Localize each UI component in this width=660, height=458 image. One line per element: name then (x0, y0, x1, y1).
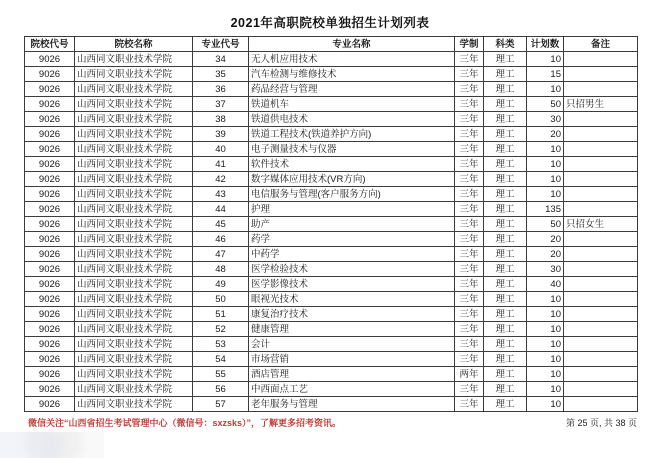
cell-plan-count: 30 (527, 262, 564, 277)
cell-college-code: 9026 (25, 382, 75, 397)
cell-category: 理工 (484, 277, 527, 292)
table-row (25, 112, 638, 127)
cell-category: 理工 (484, 322, 527, 337)
cell-college-code: 9026 (25, 187, 75, 202)
cell-category: 理工 (484, 232, 527, 247)
cell-major-code: 38 (193, 112, 249, 127)
cell-duration: 三年 (455, 232, 484, 247)
cell-duration: 三年 (455, 322, 484, 337)
cell-college-code: 9026 (25, 247, 75, 262)
cell-plan-count: 20 (527, 247, 564, 262)
enrollment-plan-table (24, 36, 638, 412)
cell-remarks (564, 382, 638, 397)
cell-duration: 三年 (455, 397, 484, 412)
cell-duration: 三年 (455, 172, 484, 187)
cell-major-code: 45 (193, 217, 249, 232)
cell-major-code: 54 (193, 352, 249, 367)
cell-plan-count: 50 (527, 217, 564, 232)
table-row (25, 262, 638, 277)
table-row (25, 247, 638, 262)
page-number-indicator: 第 25 页, 共 38 页 (565, 418, 637, 428)
table-row (25, 142, 638, 157)
cell-college-code: 9026 (25, 97, 75, 112)
table-row (25, 97, 638, 112)
cell-duration: 三年 (455, 307, 484, 322)
cell-major-name: 助产 (249, 217, 455, 232)
cell-major-name: 铁道机车 (249, 97, 455, 112)
cell-duration: 三年 (455, 52, 484, 67)
cell-college-code: 9026 (25, 157, 75, 172)
cell-major-code: 56 (193, 382, 249, 397)
cell-category: 理工 (484, 67, 527, 82)
cell-major-code: 34 (193, 52, 249, 67)
cell-college-code: 9026 (25, 82, 75, 97)
cell-college-code: 9026 (25, 232, 75, 247)
cell-major-code: 35 (193, 67, 249, 82)
table-row (25, 172, 638, 187)
cell-college-name: 山西同文职业技术学院 (75, 97, 193, 112)
cell-plan-count: 10 (527, 307, 564, 322)
cell-college-code: 9026 (25, 202, 75, 217)
cell-college-name: 山西同文职业技术学院 (75, 52, 193, 67)
cell-major-code: 50 (193, 292, 249, 307)
column-header-plan-count: 计划数 (527, 37, 564, 52)
cell-college-code: 9026 (25, 67, 75, 82)
cell-category: 理工 (484, 172, 527, 187)
cell-college-name: 山西同文职业技术学院 (75, 277, 193, 292)
cell-college-code: 9026 (25, 397, 75, 412)
cell-major-name: 无人机应用技术 (249, 52, 455, 67)
cell-plan-count: 20 (527, 232, 564, 247)
cell-duration: 三年 (455, 217, 484, 232)
cell-college-code: 9026 (25, 112, 75, 127)
table-row (25, 52, 638, 67)
cell-category: 理工 (484, 112, 527, 127)
cell-plan-count: 10 (527, 382, 564, 397)
cell-duration: 三年 (455, 262, 484, 277)
cell-category: 理工 (484, 247, 527, 262)
cell-plan-count: 40 (527, 277, 564, 292)
cell-duration: 三年 (455, 202, 484, 217)
cell-duration: 三年 (455, 292, 484, 307)
cell-college-name: 山西同文职业技术学院 (75, 187, 193, 202)
cell-duration: 三年 (455, 247, 484, 262)
cell-major-name: 酒店管理 (249, 367, 455, 382)
cell-college-code: 9026 (25, 367, 75, 382)
cell-plan-count: 30 (527, 112, 564, 127)
table-row (25, 157, 638, 172)
cell-college-name: 山西同文职业技术学院 (75, 247, 193, 262)
cell-remarks (564, 352, 638, 367)
cell-duration: 三年 (455, 187, 484, 202)
cell-college-name: 山西同文职业技术学院 (75, 352, 193, 367)
cell-remarks (564, 337, 638, 352)
cell-major-name: 汽车检测与维修技术 (249, 67, 455, 82)
table-row (25, 397, 638, 412)
cell-plan-count: 10 (527, 157, 564, 172)
cell-plan-count: 50 (527, 97, 564, 112)
cell-college-name: 山西同文职业技术学院 (75, 322, 193, 337)
cell-category: 理工 (484, 397, 527, 412)
cell-remarks (564, 142, 638, 157)
cell-major-code: 39 (193, 127, 249, 142)
cell-major-name: 中药学 (249, 247, 455, 262)
column-header-duration: 学制 (455, 37, 484, 52)
cell-college-code: 9026 (25, 337, 75, 352)
cell-college-name: 山西同文职业技术学院 (75, 382, 193, 397)
cell-plan-count: 10 (527, 52, 564, 67)
table-row (25, 67, 638, 82)
cell-major-name: 数字媒体应用技术(VR方向) (249, 172, 455, 187)
cell-duration: 三年 (455, 127, 484, 142)
cell-remarks (564, 52, 638, 67)
cell-college-code: 9026 (25, 307, 75, 322)
cell-major-code: 55 (193, 367, 249, 382)
cell-duration: 三年 (455, 157, 484, 172)
cell-major-code: 52 (193, 322, 249, 337)
cell-duration: 两年 (455, 367, 484, 382)
cell-major-code: 53 (193, 337, 249, 352)
cell-category: 理工 (484, 262, 527, 277)
cell-remarks (564, 172, 638, 187)
cell-major-code: 40 (193, 142, 249, 157)
cell-duration: 三年 (455, 97, 484, 112)
column-header-category: 科类 (484, 37, 527, 52)
cell-duration: 三年 (455, 337, 484, 352)
table-row (25, 307, 638, 322)
cell-major-code: 57 (193, 397, 249, 412)
cell-remarks (564, 322, 638, 337)
cell-category: 理工 (484, 97, 527, 112)
cell-major-name: 护理 (249, 202, 455, 217)
cell-category: 理工 (484, 382, 527, 397)
cell-college-code: 9026 (25, 322, 75, 337)
table-row (25, 217, 638, 232)
cell-college-code: 9026 (25, 277, 75, 292)
cell-remarks (564, 157, 638, 172)
cell-duration: 三年 (455, 82, 484, 97)
table-row (25, 322, 638, 337)
cell-college-name: 山西同文职业技术学院 (75, 397, 193, 412)
cell-college-name: 山西同文职业技术学院 (75, 337, 193, 352)
cell-major-name: 铁道供电技术 (249, 112, 455, 127)
cell-duration: 三年 (455, 382, 484, 397)
column-header-college-name: 院校名称 (75, 37, 193, 52)
cell-college-name: 山西同文职业技术学院 (75, 202, 193, 217)
cell-remarks (564, 187, 638, 202)
cell-category: 理工 (484, 217, 527, 232)
table-row (25, 337, 638, 352)
cell-major-name: 眼视光技术 (249, 292, 455, 307)
cell-remarks (564, 307, 638, 322)
column-header-major-code: 专业代号 (193, 37, 249, 52)
cell-major-code: 49 (193, 277, 249, 292)
column-header-major-name: 专业名称 (249, 37, 455, 52)
cell-plan-count: 15 (527, 67, 564, 82)
column-header-remarks: 备注 (564, 37, 638, 52)
table-row (25, 127, 638, 142)
cell-college-code: 9026 (25, 127, 75, 142)
cell-college-code: 9026 (25, 262, 75, 277)
cell-college-name: 山西同文职业技术学院 (75, 127, 193, 142)
cell-category: 理工 (484, 127, 527, 142)
cell-plan-count: 10 (527, 172, 564, 187)
cell-plan-count: 135 (527, 202, 564, 217)
cell-major-name: 铁道工程技术(铁道养护方向) (249, 127, 455, 142)
cell-major-name: 中西面点工艺 (249, 382, 455, 397)
cell-college-code: 9026 (25, 142, 75, 157)
footer-notice: 微信关注“山西省招生考试管理中心（微信号：sxzsks）”，了解更多招考资讯。 (28, 418, 342, 428)
table-row (25, 382, 638, 397)
cell-college-code: 9026 (25, 217, 75, 232)
table-row (25, 352, 638, 367)
page-title: 2021年高职院校单独招生计划列表 (230, 16, 430, 30)
cell-major-code: 44 (193, 202, 249, 217)
cell-college-name: 山西同文职业技术学院 (75, 67, 193, 82)
cell-college-name: 山西同文职业技术学院 (75, 157, 193, 172)
cell-duration: 三年 (455, 277, 484, 292)
cell-major-name: 电信服务与管理(客户服务方向) (249, 187, 455, 202)
cell-remarks (564, 292, 638, 307)
cell-major-name: 健康管理 (249, 322, 455, 337)
cell-plan-count: 10 (527, 337, 564, 352)
cell-college-code: 9026 (25, 172, 75, 187)
cell-duration: 三年 (455, 112, 484, 127)
cell-remarks (564, 247, 638, 262)
cell-college-name: 山西同文职业技术学院 (75, 112, 193, 127)
cell-category: 理工 (484, 142, 527, 157)
cell-duration: 三年 (455, 352, 484, 367)
cell-category: 理工 (484, 307, 527, 322)
cell-plan-count: 10 (527, 292, 564, 307)
table-row (25, 367, 638, 382)
cell-college-name: 山西同文职业技术学院 (75, 262, 193, 277)
table-row (25, 202, 638, 217)
cell-major-code: 43 (193, 187, 249, 202)
cell-remarks (564, 202, 638, 217)
cell-major-code: 42 (193, 172, 249, 187)
table-row (25, 82, 638, 97)
cell-major-code: 47 (193, 247, 249, 262)
cell-category: 理工 (484, 292, 527, 307)
cell-college-name: 山西同文职业技术学院 (75, 307, 193, 322)
cell-plan-count: 10 (527, 82, 564, 97)
cell-remarks (564, 127, 638, 142)
cell-plan-count: 10 (527, 352, 564, 367)
cell-college-name: 山西同文职业技术学院 (75, 172, 193, 187)
cell-major-name: 医学影像技术 (249, 277, 455, 292)
cell-remarks (564, 277, 638, 292)
cell-remarks: 只招女生 (564, 217, 638, 232)
cell-category: 理工 (484, 367, 527, 382)
cell-major-name: 市场营销 (249, 352, 455, 367)
table-row (25, 232, 638, 247)
cell-category: 理工 (484, 352, 527, 367)
cell-major-code: 48 (193, 262, 249, 277)
cell-major-name: 康复治疗技术 (249, 307, 455, 322)
cell-remarks (564, 67, 638, 82)
cell-remarks (564, 262, 638, 277)
cell-college-name: 山西同文职业技术学院 (75, 217, 193, 232)
cell-remarks (564, 367, 638, 382)
cell-major-code: 37 (193, 97, 249, 112)
cell-major-code: 36 (193, 82, 249, 97)
cell-major-name: 医学检验技术 (249, 262, 455, 277)
cell-major-code: 51 (193, 307, 249, 322)
cell-major-name: 会计 (249, 337, 455, 352)
cell-major-name: 药品经营与管理 (249, 82, 455, 97)
cell-category: 理工 (484, 337, 527, 352)
cell-remarks (564, 397, 638, 412)
cell-major-name: 药学 (249, 232, 455, 247)
cell-college-name: 山西同文职业技术学院 (75, 292, 193, 307)
cell-category: 理工 (484, 187, 527, 202)
cell-major-name: 电子测量技术与仪器 (249, 142, 455, 157)
cell-major-code: 46 (193, 232, 249, 247)
cell-plan-count: 20 (527, 127, 564, 142)
cell-major-name: 老年服务与管理 (249, 397, 455, 412)
table-header-row (25, 37, 638, 52)
cell-college-name: 山西同文职业技术学院 (75, 142, 193, 157)
cell-category: 理工 (484, 202, 527, 217)
cell-college-name: 山西同文职业技术学院 (75, 82, 193, 97)
cell-plan-count: 10 (527, 397, 564, 412)
cell-college-code: 9026 (25, 352, 75, 367)
table-row (25, 187, 638, 202)
cell-remarks (564, 232, 638, 247)
cell-major-name: 软件技术 (249, 157, 455, 172)
cell-college-name: 山西同文职业技术学院 (75, 367, 193, 382)
cell-remarks (564, 112, 638, 127)
cell-plan-count: 10 (527, 142, 564, 157)
cell-category: 理工 (484, 52, 527, 67)
cell-major-code: 41 (193, 157, 249, 172)
column-header-college-code: 院校代号 (25, 37, 75, 52)
cell-plan-count: 10 (527, 322, 564, 337)
cell-category: 理工 (484, 82, 527, 97)
cell-remarks (564, 82, 638, 97)
cell-college-code: 9026 (25, 292, 75, 307)
cell-remarks: 只招男生 (564, 97, 638, 112)
cell-duration: 三年 (455, 67, 484, 82)
watermark (0, 432, 104, 458)
table-row (25, 277, 638, 292)
cell-plan-count: 10 (527, 187, 564, 202)
cell-college-name: 山西同文职业技术学院 (75, 232, 193, 247)
cell-college-code: 9026 (25, 52, 75, 67)
cell-plan-count: 10 (527, 367, 564, 382)
cell-duration: 三年 (455, 142, 484, 157)
cell-category: 理工 (484, 157, 527, 172)
table-row (25, 292, 638, 307)
